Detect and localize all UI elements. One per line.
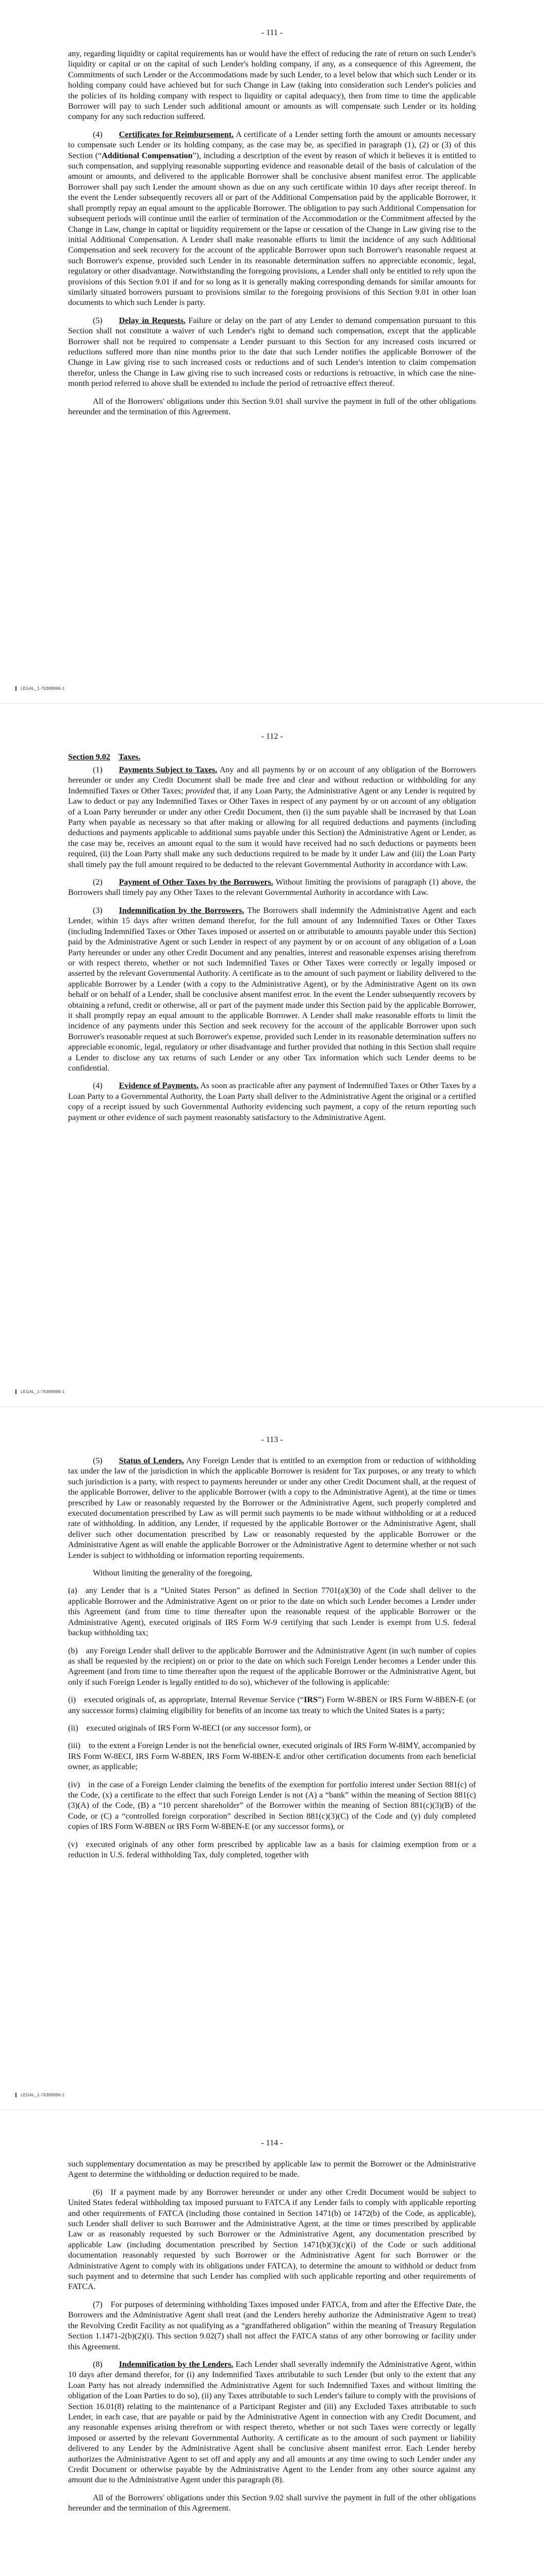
- page-111: [0, 0, 544, 703]
- paragraph-payment-of-other-taxes: (2) Payment of Other Taxes by the Borrowers. Without limiting the provisions of paragraph (1) above, the Borrowers shall timely pay any Other Taxes to the relevant Governmental Authority in accordance with Law.: [68, 878, 476, 897]
- page-number: - 113 -: [261, 1435, 283, 1444]
- section-number: Section 9.02: [68, 753, 110, 761]
- page-number: - 114 -: [261, 2139, 283, 2147]
- clause-a: (a) any Lender that is a “United States Person” as defined in Section 7701(a)(30) of the Code shall deliver to the applicable Borrower and the Administrative Agent on or prior to the date on which such Lender becomes a Lender under this Agreement (and from time to time thereafter upon the reasonable request of the applicable Borrower or the Administrative Agent), executed originals of IRS Form W-9 certifying that such Lender is exempt from U.S. federal backup withholding tax;: [68, 1586, 476, 1638]
- page-number: - 112 -: [261, 732, 283, 741]
- paragraph-number: (8): [93, 2360, 103, 2369]
- paragraph-delay-in-requests: (5) Delay in Requests. Failure or delay on the part of any Lender to demand compensation pursuant to this Section shall not constitute a waiver of such Lender's right to demand such compensation, except that the applicable Borrower shall not be required to compensate a Lender pursuant to this Section for any increased costs incurred or reductions suffered more than nine months prior to the date that such Lender notifies the applicable Borrower of the Change in Law giving rise to such increased costs or reductions and of such Lender's intention to claim compensation therefor, unless the Change in Law giving rise to such increased costs or reductions is retroactive, in which case the nine-month period referred to above shall be extended to include the period of retroactive effect thereof.: [68, 316, 476, 388]
- paragraph-number: (1): [93, 766, 103, 774]
- clause-i: (i) executed originals of, as appropriate, Internal Revenue Service (“IRS”) Form W-8BEN or IRS Form W-8BEN-E (or any successor forms) claiming eligibility for benefits of an income tax treaty to which the United States is a party;: [68, 1696, 476, 1715]
- section-heading: [68, 753, 476, 762]
- page-112: [0, 704, 544, 1406]
- paragraph-heading: Indemnification by the Borrowers.: [119, 906, 244, 915]
- paragraph-number: (4): [93, 1081, 103, 1091]
- paragraph-status-of-lenders: (5) Status of Lenders. Any Foreign Lender that is entitled to an exemption from or reduction of withholding tax under the law of the jurisdiction in which the applicable Borrower is resident for Tax purposes, or any treaty to which such jurisdiction is a party, with respect to payments hereunder or under any other Credit Document shall, at the request of the applicable Borrower, deliver to the applicable Borrower (with a copy to the Administrative Agent), at the time or times prescribed by Law or reasonably requested by the Borrower or the Administrative Agent, such properly completed and executed documentation prescribed by Law as will permit such payments to be made without withholding or at a reduced rate of withholding. In addition, any Lender, if requested by the applicable Borrower or the Administrative Agent, shall deliver such other documentation prescribed by Law or reasonably requested by the applicable Borrower or the Administrative Agent as will enable the applicable Borrower or the Administrative Agent to determine whether or not such Lender is subject to withholding or information reporting requirements.: [68, 1456, 476, 1560]
- paragraph-heading: Indemnification by the Lenders.: [119, 2360, 234, 2369]
- page-number: - 111 -: [261, 28, 283, 37]
- paragraph-continuation: such supplementary documentation as may be prescribed by applicable law to permit the Borrower or the Administrative Agent to determine the withholding or deduction required to be made.: [68, 2160, 476, 2179]
- clause-ii: (ii) executed originals of IRS Form W-8ECI (or any successor form), or: [68, 1723, 311, 1733]
- paragraph-survival: All of the Borrowers' obligations under this Section 9.02 shall survive the payment in full of the other obligations hereunder and the termination of this Agreement.: [68, 2493, 476, 2513]
- paragraph-indemnification-by-borrowers: (3) Indemnification by the Borrowers. The Borrowers shall indemnify the Administrative Agent and each Lender, within 15 days after written demand therefor, for the full amount of any Indemnified Taxes or Other Taxes (including Indemnified Taxes or Other Taxes imposed or asserted on or attributable to amounts payable under this Section) paid by the Administrative Agent or such Lender in respect of any payment by or on account of any obligation of a Loan Party hereunder or under any other Credit Document and any penalties, interest and reasonable expenses arising therefrom or with respect thereto, whether or not such Indemnified Taxes or Other Taxes were correctly or legally imposed or asserted by the relevant Governmental Authority. A certificate as to the amount of such payment or liability delivered to the applicable Borrower by a Lender (with a copy to the Administrative Agent), or by the Administrative Agent on its own behalf or on behalf of a Lender, shall be conclusive absent manifest error. In the event the Lender subsequently recovers by obtaining a refund, credit or otherwise, all or part of the payment made under this Section paid by the applicable Borrower, it shall promptly repay an equal amount to the applicable Borrower. A Lender shall make reasonable efforts to limit the incidence of any payments under this Section and seek recovery for the account of the applicable Borrower upon such Borrower's reasonable request at such Borrower's expense, provided such Lender in its reasonable determination suffers no appreciable economic, legal, regulatory or other disadvantage and further provided that nothing in this Section shall require a Lender to disclose any tax returns of such Lender or any other Tax information which such Lender deems to be confidential.: [68, 906, 476, 1073]
- paragraph-fatca-documentation: (6) If a payment made by any Borrower hereunder or under any other Credit Document would be subject to United States federal withholding tax imposed pursuant to FATCA if any Lender fails to comply with applicable reporting and other requirements of FATCA (including those contained in Section 1471(b) or 1472(b) of the Code, as applicable), such Lender shall deliver to such Borrower and the Administrative Agent, at the time or times prescribed by applicable Law or as reasonably requested by such Borrower or the Administrative Agent, any documentation prescribed by applicable Law (including documentation prescribed by Section 1471(b)(3)(c)(i) of the Code or such additional documentation reasonably requested by such Borrower or the Administrative Agent for such Borrower or the Administrative Agent to comply with its obligations under FATCA), to determine the amount to withhold or deduct from such payment and to determine that such Lender has complied with such applicable reporting and other requirements of FATCA.: [68, 2188, 476, 2292]
- paragraph-evidence-of-payments: (4) Evidence of Payments. As soon as practicable after any payment of Indemnified Taxes or Other Taxes by a Loan Party to a Governmental Authority, the Loan Party shall deliver to the Administrative Agent the original or a certified copy of a receipt issued by such Governmental Authority evidencing such payment, a copy of the return reporting such payment or other evidence of such payment reasonably satisfactory to the Administrative Agent.: [68, 1081, 476, 1122]
- paragraph-number: (2): [93, 878, 103, 887]
- paragraph-certificates-for-reimbursement: (4) Certificates for Reimbursement. A certificate of a Lender setting forth the amount or amounts necessary to compensate such Lender or its holding company, as the case may be, as specified in paragraph (1), (2) or (3) of this Section (“Additional Compensation”), including a description of the event by reason of which it believes it is entitled to such compensation, and supplying reasonable supporting evidence and reasonable detail of the basis of calculation of the amount or amounts, and delivered to the applicable Borrower shall be conclusive absent manifest error. The applicable Borrower shall pay such Lender the amount shown as due on any such certificate within 10 days after receipt thereof. In the event the Lender subsequently recovers all or part of the Additional Compensation paid by the applicable Borrower, it shall promptly repay an equal amount to the applicable Borrower. The obligation to pay such Additional Compensation for subsequent periods will continue until the earlier of termination of the Accommodation or the Commitment affected by the Change in Law, change in capital or liquidity requirement or the lapse or cessation of the Change in Law giving rise to the initial Additional Compensation. A Lender shall make reasonable efforts to limit the incidence of any such Additional Compensation and seek recovery for the account of the applicable Borrower upon such Borrower's reasonable request at such Borrower's expense, provided such Lender in its reasonable determination suffers no appreciable economic, legal, regulatory or other disadvantage. Notwithstanding the foregoing provisions, a Lender shall only be entitled to rely upon the provisions of this Section 9.01 if and for so long as it is generally making corresponding demands for similar amounts for similarly situated borrowers pursuant to provisions similar to the foregoing provisions of this Section 9.01 in other loan documents to which such Lender is party.: [68, 130, 476, 308]
- section-title: Taxes.: [118, 753, 141, 761]
- paragraph-fatca-grandfathered: (7) For purposes of determining withholding Taxes imposed under FATCA, from and after the Effective Date, the Borrowers and the Administrative Agent shall treat (and the Lenders hereby authorize the Administrative Agent to treat) the Revolving Credit Facility as not qualifying as a “grandfathered obligation” within the meaning of Treasury Regulation Section 1.1471-2(b)(2)(i). This section 9.02(7) shall not affect the FATCA status of any other borrowing or facility under this Agreement.: [68, 2300, 476, 2351]
- clause-iv: (iv) in the case of a Foreign Lender claiming the benefits of the exemption for portfolio interest under Section 881(c) of the Code, (x) a certificate to the effect that such Foreign Lender is not (A) a “bank” within the meaning of Section 881(c)(3)(A) of the Code, (B) a “10 percent shareholder” of the Borrower within the meaning of Section 881(c)(3)(B) of the Code, or (C) a “controlled foreign corporation” described in Section 881(c)(3)(C) of the Code and (y) duly completed copies of IRS Form W-8BEN or IRS Form W-8BEN-E (or any successor forms), or: [68, 1780, 476, 1832]
- paragraph-payments-subject-to-taxes: (1) Payments Subject to Taxes. Any and all payments by or on account of any obligation of the Borrowers hereunder or under any Credit Document shall be made free and clear and without reduction or withholding for any Indemnified Taxes or Other Taxes; provided that, if any Loan Party, the Administrative Agent or any Lender is required by Law to deduct or pay any Indemnified Taxes or Other Taxes in respect of any payment by or on account of any obligation of a Loan Party hereunder or under any other Credit Document, then (i) the sum payable shall be increased by that Loan Party when payable as necessary so that after making or allowing for all required deductions and payments (including deductions and payments applicable to additional sums payable under this Section) the Administrative Agent or Lender, as the case may be, receives an amount equal to the sum it would have received had no such deductions or payments been required, (ii) the Loan Party shall make any such deductions required to be made by it under Law and (iii) the Loan Party shall timely pay the full amount required to be deducted to the relevant Governmental Authority in accordance with Law.: [68, 766, 476, 869]
- paragraph-number: (4): [93, 130, 103, 139]
- margin-mark: [15, 1389, 17, 1394]
- margin-mark: [15, 2093, 17, 2097]
- paragraph-continuation: any, regarding liquidity or capital requirements has or would have the effect of reducing the rate of return on such Lender's liquidity or capital or on the capital of such Lender's holding company, if any, as a consequence of this Agreement, the Commitments of such Lender or the Accommodations made by such Lender, to a level below that which such Lender or its holding company could have achieved but for such Change in Law (taking into consideration such Lender's policies and the policies of its holding company with respect to liquidity or capital adequacy), then from time to time the applicable Borrower will pay to such Lender such additional amount or amounts as will compensate such Lender or its holding company for any such reduction suffered.: [68, 49, 476, 122]
- document-id: LEGAL_1-76389996-1: [15, 2093, 64, 2097]
- clause-v: (v) executed originals of any other form prescribed by applicable law as a basis for claiming exemption from or a reduction in U.S. federal withholding Tax, duly completed, together with: [68, 1840, 476, 1859]
- defined-term: IRS: [304, 1696, 318, 1705]
- paragraph-indemnification-by-lenders: (8) Indemnification by the Lenders. Each Lender shall severally indemnify the Administrative Agent, within 10 days after demand therefor, for (i) any Indemnified Taxes attributable to such Lender (but only to the extent that any Loan Party has not already indemnified the Administrative Agent for such Indemnified Taxes and without limiting the obligation of the Loan Parties to do so), (ii) any Taxes attributable to such Lender's failure to comply with the provisions of Section 16.01(8) relating to the maintenance of a Participant Register and (iii) any Excluded Taxes attributable to such Lender, in each case, that are payable or paid by the Administrative Agent in connection with any Credit Document, and any reasonable expenses arising therefrom or with respect thereto, whether or not such Taxes were correctly or legally imposed or asserted by the relevant Governmental Authority. A certificate as to the amount of such payment or liability delivered to any Lender by the Administrative Agent shall be conclusive absent manifest error. Each Lender hereby authorizes the Administrative Agent to set off and apply any and all amounts at any time owing to such Lender under any Credit Document or otherwise payable by the Administrative Agent to the Lender from any other source against any amount due to the Administrative Agent under this paragraph (8).: [68, 2360, 476, 2485]
- paragraph-without-limiting: Without limiting the generality of the foregoing,: [93, 1569, 253, 1578]
- paragraph-heading: Status of Lenders.: [119, 1456, 184, 1465]
- paragraph-heading: Evidence of Payments.: [119, 1081, 199, 1091]
- paragraph-number: (3): [93, 906, 103, 915]
- paragraph-heading: Payment of Other Taxes by the Borrowers.: [119, 878, 273, 887]
- clause-iii: (iii) to the extent a Foreign Lender is not the beneficial owner, executed originals of IRS Form W-8IMY, accompanied by IRS Form W-8ECI, IRS Form W-8BEN, IRS Form W-8BEN-E and/or other certification documents from each beneficial owner, as applicable;: [68, 1741, 476, 1772]
- page-113: [0, 1407, 544, 2110]
- document-id: LEGAL_1-76389996-1: [15, 686, 64, 691]
- paragraph-survival: All of the Borrowers' obligations under this Section 9.01 shall survive the payment in full of the other obligations hereunder and the termination of this Agreement.: [68, 397, 476, 416]
- page-114: [0, 2110, 544, 2576]
- paragraph-heading: Payments Subject to Taxes.: [119, 766, 218, 774]
- defined-term: Additional Compensation: [102, 151, 193, 160]
- paragraph-heading: Delay in Requests.: [119, 316, 186, 325]
- paragraph-heading: Certificates for Reimbursement.: [119, 130, 234, 139]
- margin-mark: [15, 686, 17, 691]
- document-id: LEGAL_1-76389996-1: [15, 1389, 64, 1394]
- paragraph-number: (5): [93, 1456, 103, 1465]
- clause-b: (b) any Foreign Lender shall deliver to the applicable Borrower and the Administrative Agent (in such number of copies as shall be requested by the recipient) on or prior to the date on which such Foreign Lender becomes a Lender under this Agreement (and from time to time thereafter upon the request of the applicable Borrower or the Administrative Agent, but only if such Foreign Lender is legally entitled to do so), whichever of the following is applicable:: [68, 1646, 476, 1687]
- paragraph-number: (5): [93, 316, 103, 325]
